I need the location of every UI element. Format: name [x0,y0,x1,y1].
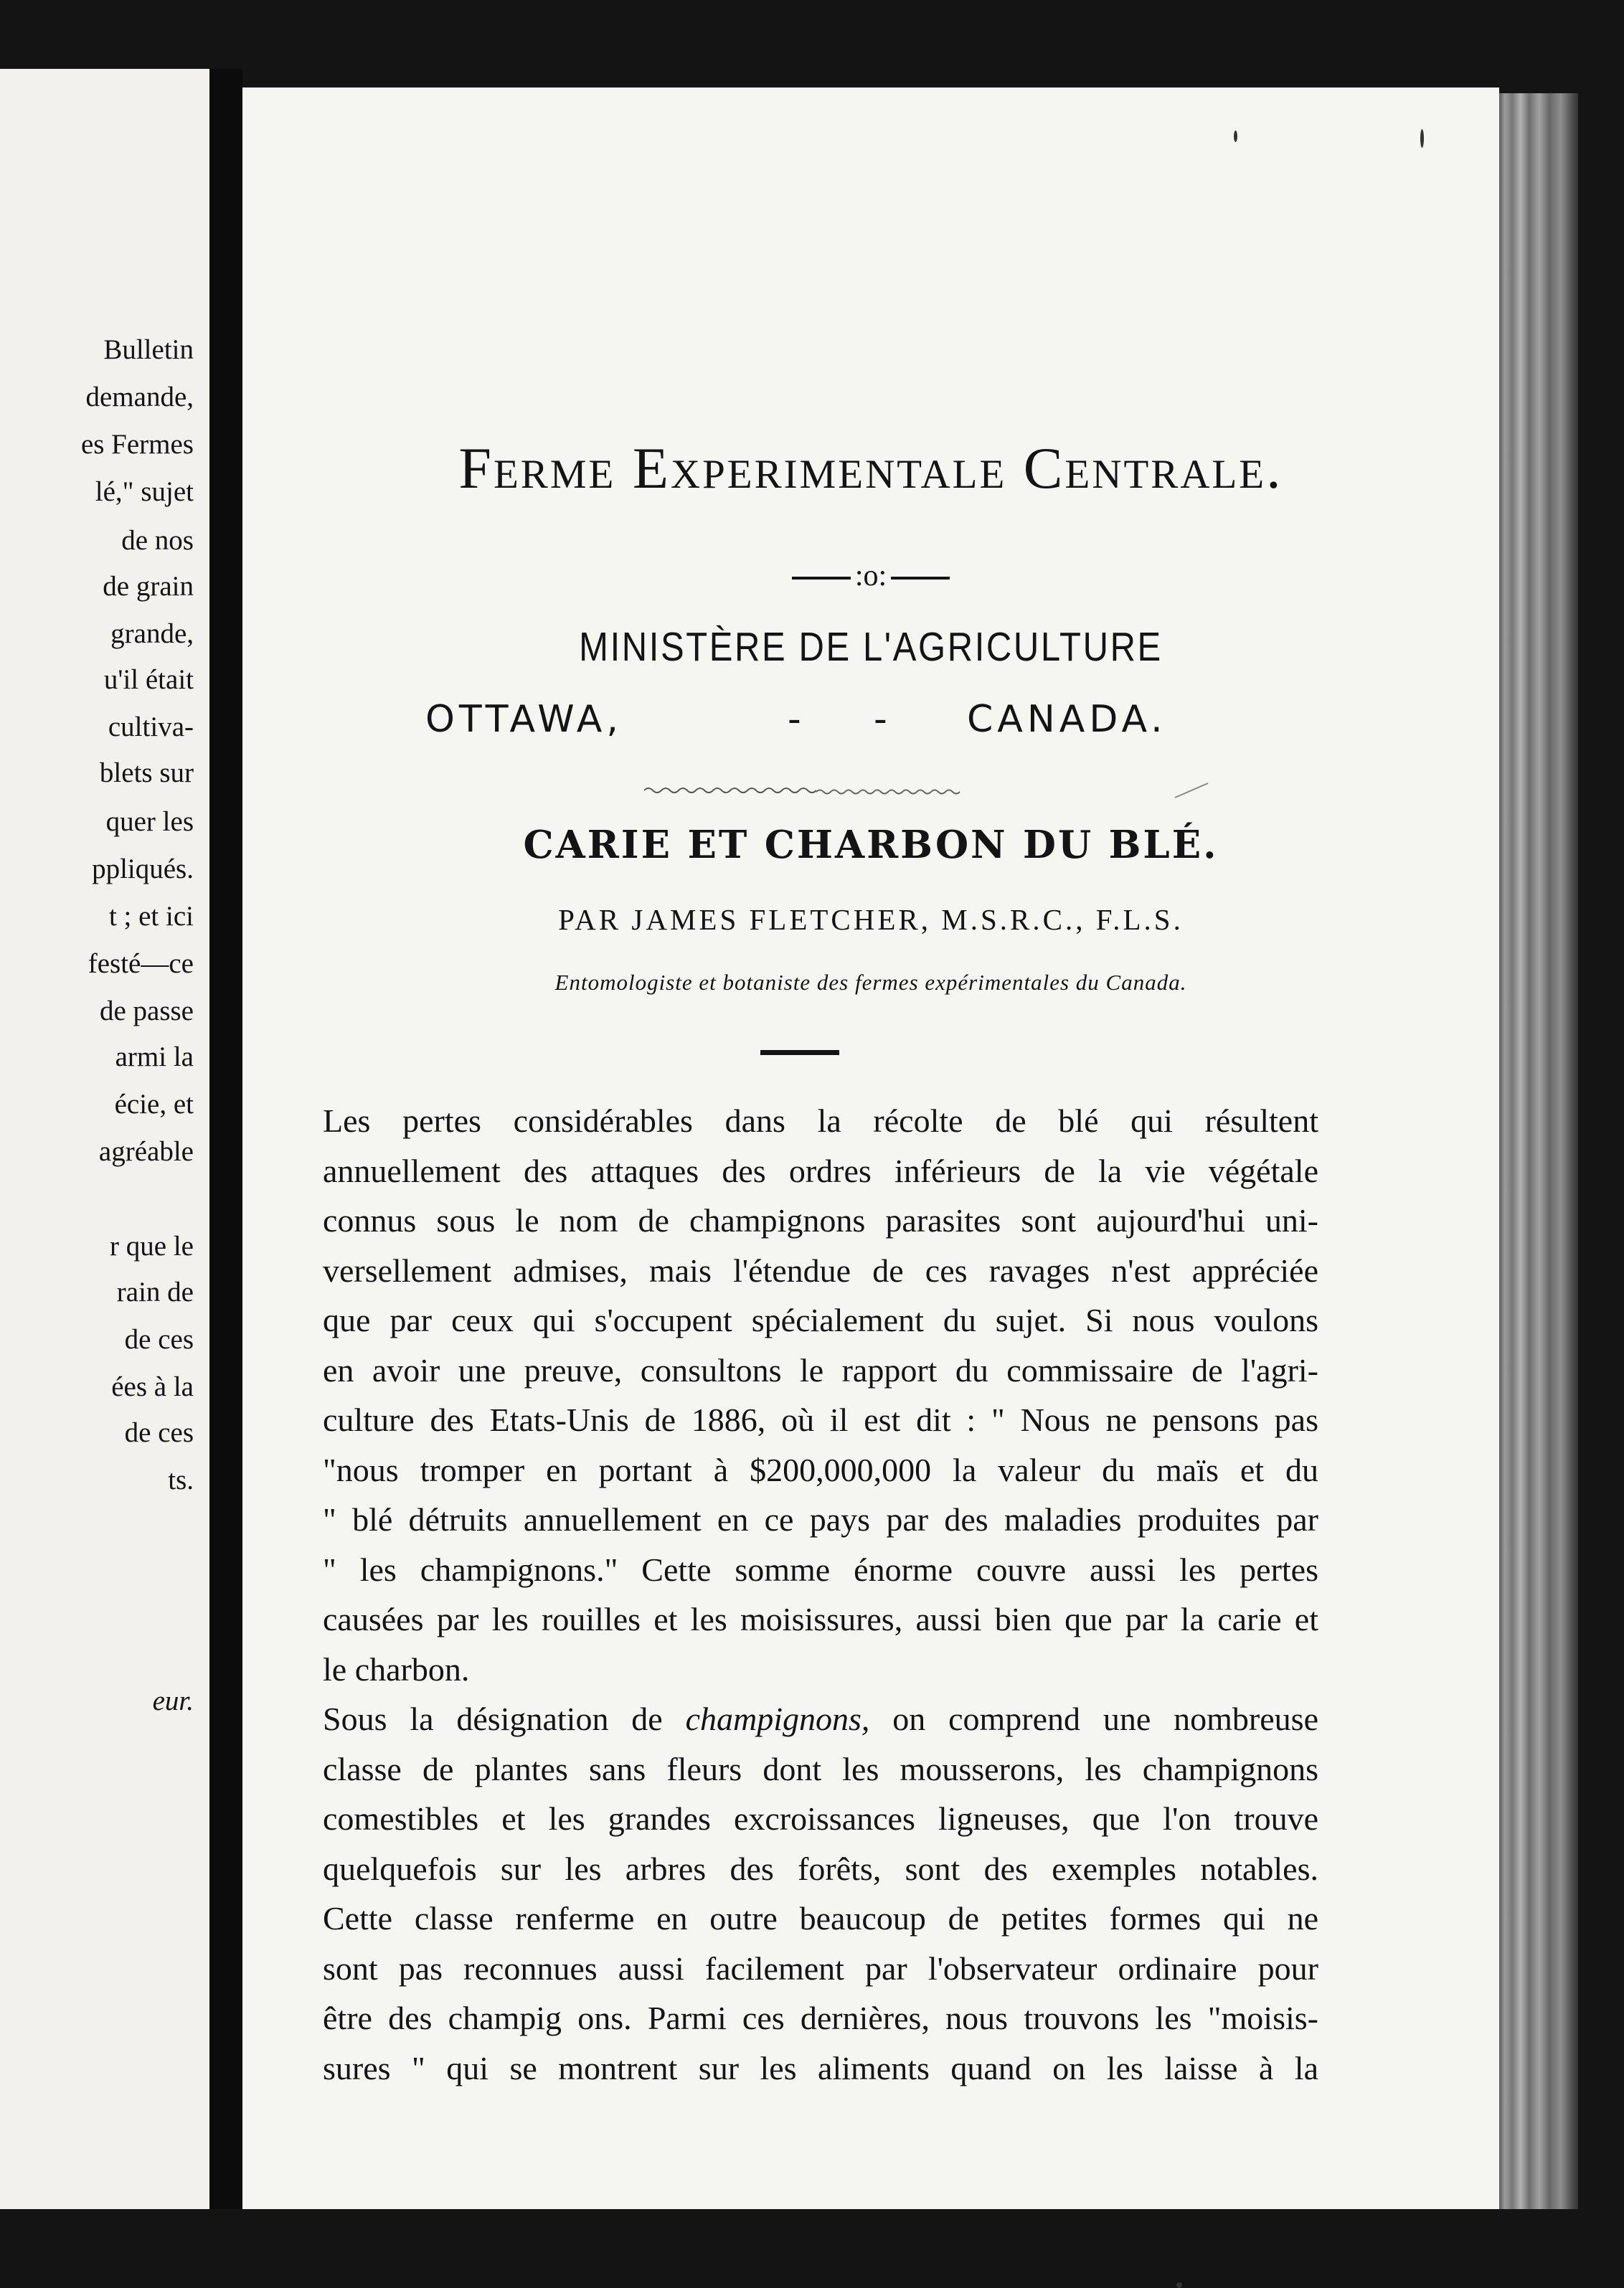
article-byline: PAR JAMES FLETCHER, M.S.R.C., F.L.S. [558,903,1184,936]
author-affiliation: Entomologiste et botaniste des fermes expérimentales du Canada. [554,970,1187,995]
print-speck [1176,2282,1182,2288]
body-paragraph [283,1096,1318,1694]
wavy-ornament-rule [644,777,1211,803]
separator-bar-left [792,577,851,580]
text-line: le charbon. [323,1650,470,1688]
text-line: connus sous le nom de champignons parasites sont aujourd'hui uni- [323,1202,1318,1239]
location-country: CANADA. [967,698,1167,741]
text-line: classe de plantes sans fleurs dont les mousserons, les champignons [323,1750,1318,1787]
left-page-text-fragment: armi la [115,1041,194,1072]
left-page-text-fragment: de ces [124,1417,194,1448]
text-segment: on comprend une nombreuse [869,1701,1318,1737]
text-line: annuellement des attaques des ordres inférieurs de la vie végétale [323,1152,1318,1189]
text-line: causées par les rouilles et les moisissures, aussi bien que par la carie et [323,1601,1318,1637]
left-page-text-fragment: es Fermes [80,429,194,460]
left-page-text-fragment: u'il était [103,664,194,695]
left-page-text-fragment: r que le [110,1231,194,1262]
left-page-text-fragment: lé," sujet [95,476,194,507]
text-line: quelquefois sur les arbres des forêts, sont des exemples notables. [323,1850,1318,1887]
left-page-text-fragment: cultiva- [108,712,194,742]
left-page-text-fragment: blets sur [99,757,194,788]
body-paragraph [283,1694,1318,2093]
italic-term: champignons, [685,1701,870,1737]
text-line: " blé détruits annuellement en ce pays par des maladies produites par [323,1501,1318,1538]
location-dash: - [874,698,892,741]
book-gutter [209,69,242,2209]
main-page [242,88,1499,2209]
print-speck [1234,131,1237,142]
text-line: en avoir une preuve, consultons le rapport du commissaire de l'agri- [323,1351,1318,1389]
header-separator [242,561,1499,591]
left-page-text-fragment: de nos [121,525,194,556]
text-line: comestibles et les grandes excroissances ligneuses, que l'on trouve [323,1800,1318,1837]
left-page-text-fragment: de grain [103,571,194,602]
text-line: Cette classe renferme en outre beaucoup de petites formes qui ne [323,1900,1318,1937]
text-segment: Sous la désignation de [323,1701,686,1737]
text-line: que par ceux qui s'occupent spécialement du sujet. Si nous voulons [323,1302,1318,1338]
text-line: " les champignons." Cette somme énorme couvre aussi les pertes [323,1551,1318,1588]
separator-bar-right [891,577,950,580]
left-page-text-fragment: ées à la [111,1371,194,1402]
text-line: Les pertes considérables dans la récolte de blé qui résultent [323,1102,1318,1139]
separator-text: :o: [854,559,887,592]
article-body [283,1096,1318,2093]
text-line [283,1694,1318,1744]
text-line: sures " qui se montrent sur les aliments quand on les laisse à la [323,2049,1318,2086]
left-page-text-fragment: écie, et [114,1089,194,1120]
location-line [425,698,1430,744]
left-page-text-fragment: grande, [110,618,194,649]
left-page-text-fragment: ppliqués. [92,854,194,884]
ministry-heading: MINISTÈRE DE L'AGRICULTURE [579,624,1163,670]
left-page-text-fragment: festé—ce [88,948,194,979]
text-line: versellement admises, mais l'étendue de ces ravages n'est appréciée [323,1252,1318,1289]
left-page-text-fragment: demande, [85,382,194,412]
page-edge-stack [1499,93,1578,2209]
left-page-text-fragment: ts. [168,1465,194,1495]
left-page-text-fragment: de passe [99,996,194,1026]
location-dash: - [788,698,806,741]
left-facing-page [0,69,209,2209]
left-page-text-fragment: t ; et ici [108,901,194,932]
left-page-text-fragment: de ces [124,1324,194,1355]
short-divider-rule [760,1050,839,1055]
print-speck [1420,129,1424,148]
left-page-text-fragment: eur. [152,1686,194,1716]
left-page-text-fragment: rain de [116,1277,194,1308]
left-page-text-fragment: quer les [105,806,194,837]
masthead-title: Ferme Experimentale Centrale. [458,435,1283,501]
text-line: être des champig ons. Parmi ces dernières, nous trouvons les "moisis- [323,2000,1318,2036]
text-line: culture des Etats-Unis de 1886, où il est dit : " Nous ne pensons pas [323,1401,1318,1438]
text-line: "nous tromper en portant à $200,000,000 la valeur du maïs et du [323,1451,1318,1488]
article-title: CARIE ET CHARBON DU BLÉ. [523,823,1219,867]
left-page-text-fragment: Bulletin [103,334,194,365]
location-city: OTTAWA, [425,698,623,741]
text-line: sont pas reconnues aussi facilement par l'observateur ordinaire pour [323,1949,1318,1987]
left-page-text-fragment: agréable [98,1136,194,1167]
